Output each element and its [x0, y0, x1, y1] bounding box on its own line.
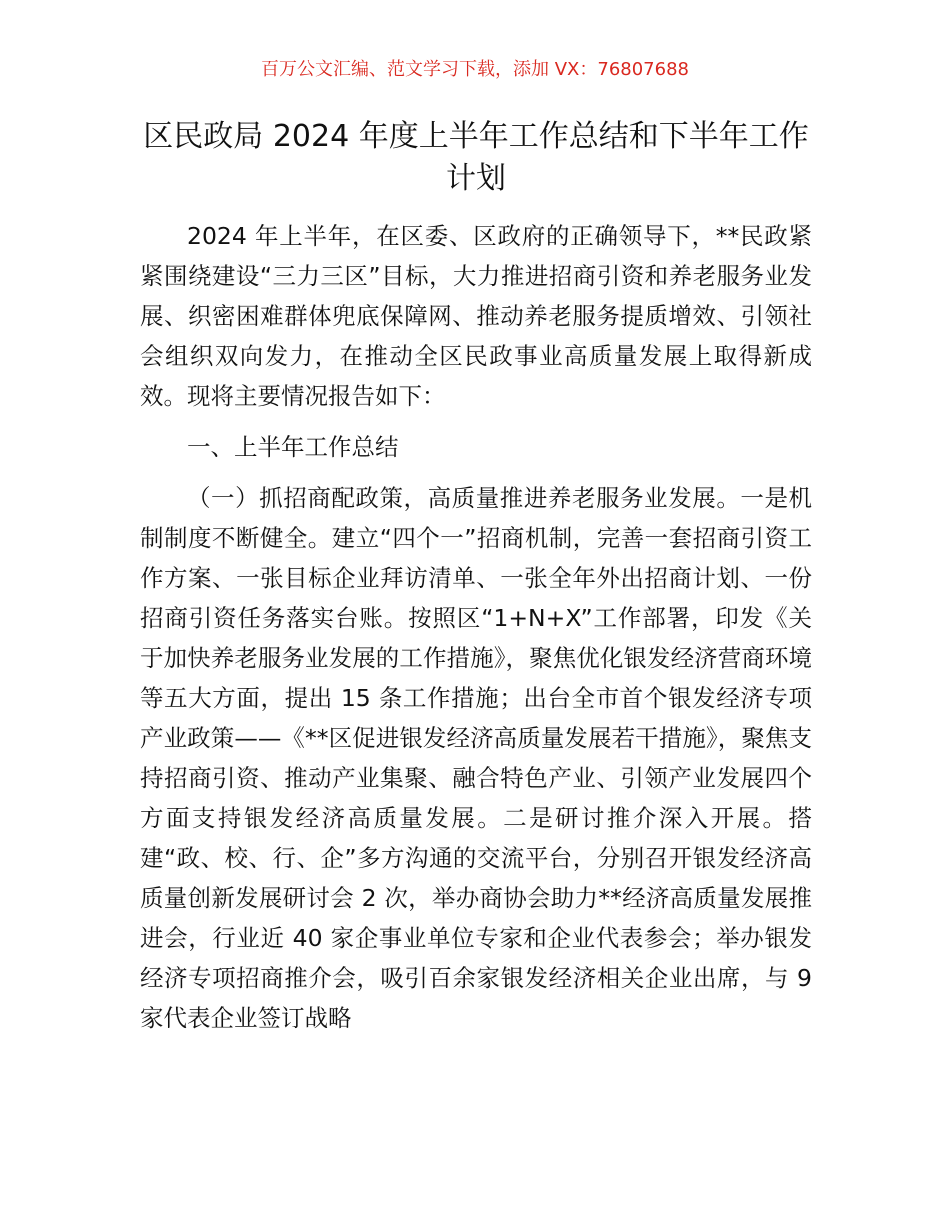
document-title: 区民政局 2024 年度上半年工作总结和下半年工作计划: [143, 119, 809, 196]
intro-paragraph: 2024 年上半年，在区委、区政府的正确领导下，**民政紧紧围绕建设“三力三区”目标，大力推进招商引资和养老服务业发展、织密困难群体兜底保障网、推动养老服务提质增效、引领社会组织双向发力，在推动全区民政事业高质量发展上取得新成效。现将主要情况报告如下：: [140, 222, 812, 410]
section-heading: 一、上半年工作总结: [187, 433, 399, 461]
section-paragraph: （一）抓招商配政策，高质量推进养老服务业发展。一是机制制度不断健全。建立“四个一”招商机制，完善一套招商引资工作方案、一张目标企业拜访清单、一张全年外出招商计划、一份招商引资任务落实台账。按照区“1+N+X”工作部署，印发《关于加快养老服务业发展的工作措施》，聚焦优化银发经济营商环境等五大方面，提出 15 条工作措施；出台全市首个银发经济专项产业政策——《**区促进银发经济高质量发展若干措施》，聚焦支持招商引资、推动产业集聚、融合特色产业、引领产业发展四个方面支持银发经济高质量发展。二是研讨推介深入开展。搭建“政、校、行、企”多方沟通的交流平台，分别召开银发经济高质量创新发展研讨会 2 次，举办商协会助力**经济高质量发展推进会，行业近 40 家企事业单位专家和企业代表参会；举办银发经济专项招商推介会，吸引百余家银发经济相关企业出席，与 9 家代表企业签订战略: [140, 484, 812, 1032]
document-body: [140, 216, 812, 1049]
header-note: 百万公文汇编、范文学习下载，添加 VX：76807688: [261, 59, 689, 80]
